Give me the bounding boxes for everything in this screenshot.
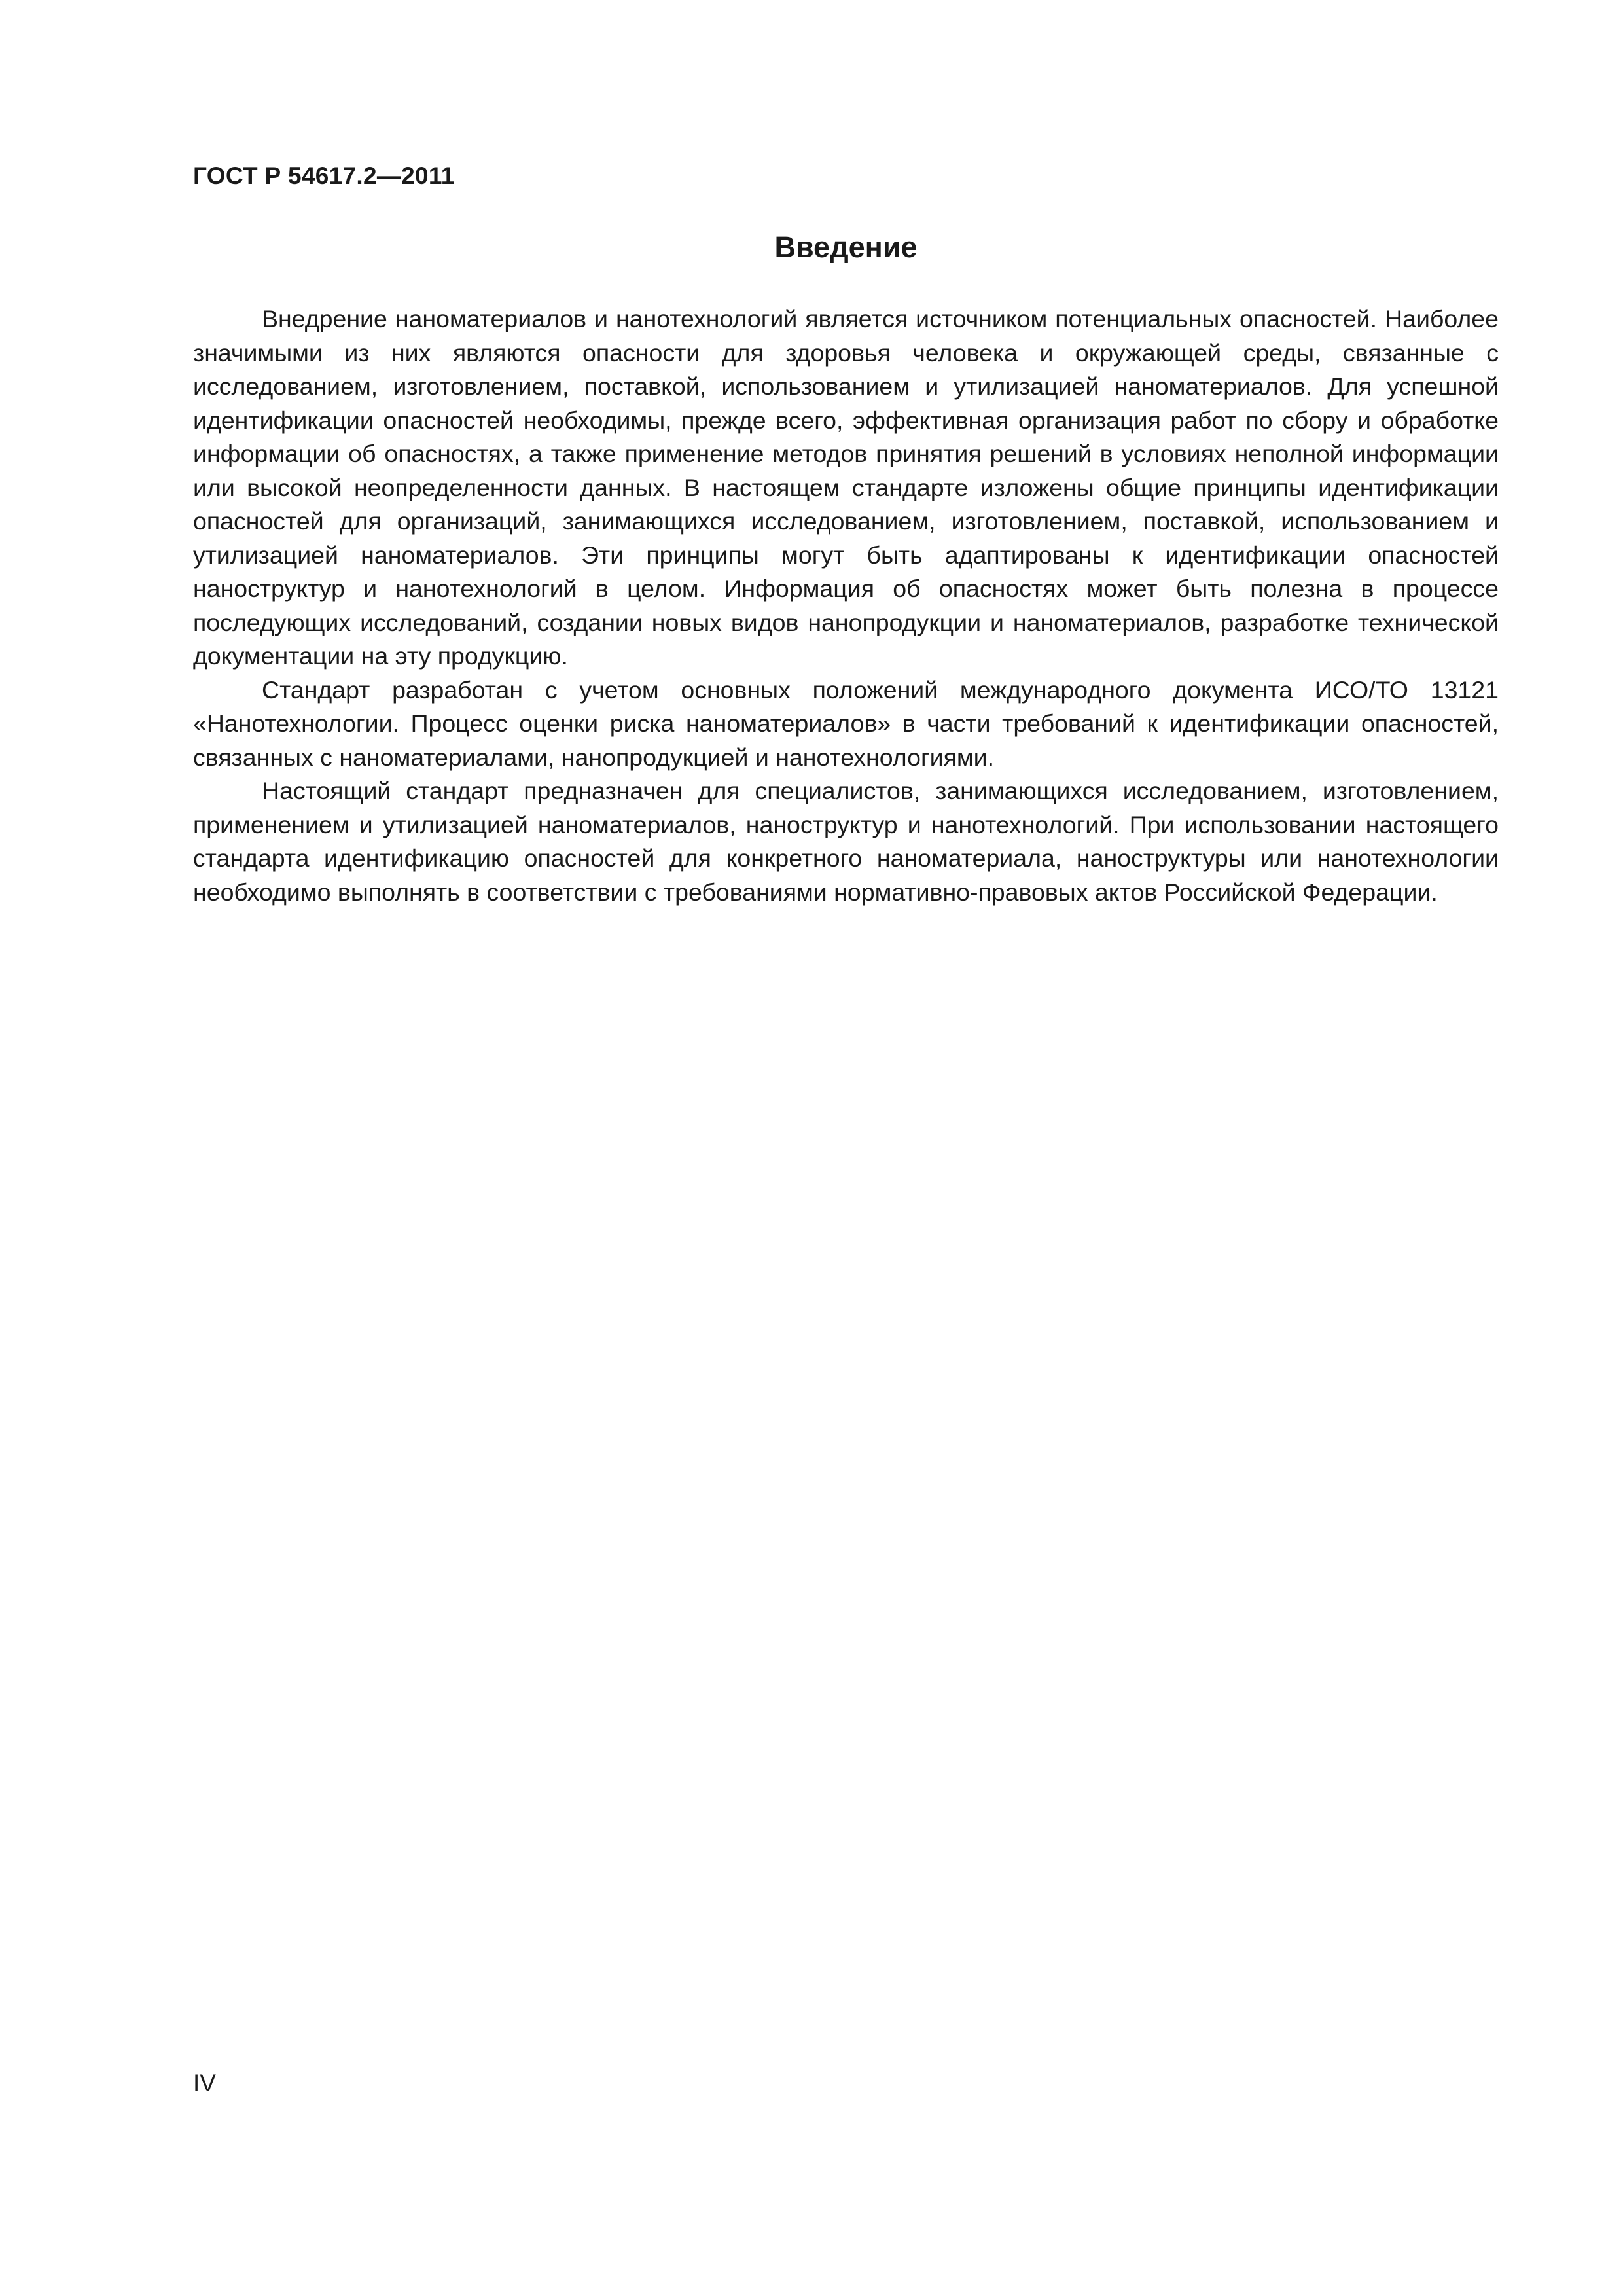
- document-code: ГОСТ Р 54617.2—2011: [193, 162, 455, 189]
- section-title: Введение: [774, 230, 918, 264]
- paragraph: Внедрение наноматериалов и нанотехнологий является источником потенциальных опасностей. Наиболее значимыми из них являются опасности для здоровья человека и окружающей среды, связанные с исследованием, изготовлением, поставкой, использованием и утилизацией наноматериалов. Для успешной идентификации опасностей необходимы, прежде всего, эффективная организация работ по сбору и обработке информации об опасностях, а также применение методов принятия решений в условиях неполной информации или высокой неопределенности данных. В настоящем стандарте изложены общие принципы идентификации опасностей для организаций, занимающихся исследованием, изготовлением, поставкой, использованием и утилизацией наноматериалов. Эти принципы могут быть адаптированы к идентификации опасностей наноструктур и нанотехнологий в целом. Информация об опасностях может быть полезна в процессе последующих исследований, создании новых видов нанопродукции и наноматериалов, разработке технической документации на эту продукцию.: [193, 305, 1499, 670]
- page-number: IV: [193, 2070, 216, 2096]
- introduction-body: [193, 302, 1499, 909]
- paragraph: Настоящий стандарт предназначен для специалистов, занимающихся исследованием, изготовлением, применением и утилизацией наноматериалов, наноструктур и нанотехнологий. При использовании настоящего стандарта идентификацию опасностей для конкретного наноматериала, наноструктуры или нанотехнологии необходимо выполнять в соответствии с требованиями нормативно-правовых актов Российской Федерации.: [193, 777, 1499, 906]
- paragraph: Стандарт разработан с учетом основных положений международного документа ИСО/ТО 13121 «Нанотехнологии. Процесс оценки риска наноматериалов» в части требований к идентификации опасностей, связанных с наноматериалами, нанопродукцией и нанотехнологиями.: [193, 675, 1499, 771]
